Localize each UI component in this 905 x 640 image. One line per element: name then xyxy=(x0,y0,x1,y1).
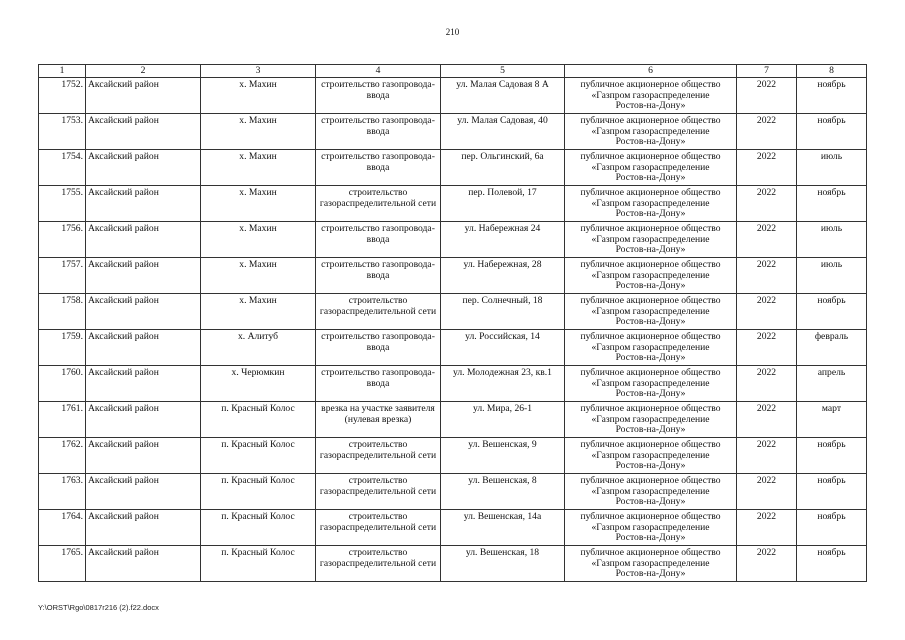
settlement-cell: х. Махин xyxy=(201,78,316,114)
district-cell: Аксайский район xyxy=(86,294,201,330)
settlement-cell: п. Красный Колос xyxy=(201,438,316,474)
organization-cell xyxy=(565,294,737,330)
address-cell: ул. Набережная, 28 xyxy=(441,258,565,294)
table-row xyxy=(39,474,867,510)
settlement-cell: п. Красный Колос xyxy=(201,510,316,546)
table-row xyxy=(39,186,867,222)
organization-line: Ростов-на-Дону» xyxy=(615,100,686,112)
organization-line: Ростов-на-Дону» xyxy=(615,388,686,400)
organization-line: «Газпром газораспределение xyxy=(591,233,710,245)
organization-line: публичное акционерное общество xyxy=(580,331,721,342)
year-cell: 2022 xyxy=(737,330,797,366)
organization-line: Ростов-на-Дону» xyxy=(615,460,686,472)
address-cell: ул. Молодежная 23, кв.1 xyxy=(441,366,565,402)
district-cell: Аксайский район xyxy=(86,474,201,510)
organization-cell xyxy=(565,114,737,150)
column-header-8: 8 xyxy=(797,65,867,78)
table-row xyxy=(39,150,867,186)
organization-line: публичное акционерное общество xyxy=(580,367,721,378)
work-type-cell: строительство газораспределительной сети xyxy=(316,294,441,330)
district-cell: Аксайский район xyxy=(86,438,201,474)
year-cell: 2022 xyxy=(737,402,797,438)
organization-cell xyxy=(565,402,737,438)
organization-line: «Газпром газораспределение xyxy=(591,557,710,569)
work-type-cell: строительство газораспределительной сети xyxy=(316,546,441,582)
table-row xyxy=(39,438,867,474)
month-cell: ноябрь xyxy=(797,186,867,222)
column-header-6: 6 xyxy=(565,65,737,78)
row-number: 1764. xyxy=(39,510,86,546)
organization-cell xyxy=(565,78,737,114)
work-type-cell: строительство газораспределительной сети xyxy=(316,510,441,546)
organization-line: публичное акционерное общество xyxy=(580,295,721,306)
address-cell: ул. Набережная 24 xyxy=(441,222,565,258)
column-header-7: 7 xyxy=(737,65,797,78)
organization-line: Ростов-на-Дону» xyxy=(615,568,686,580)
organization-line: Ростов-на-Дону» xyxy=(615,352,686,364)
address-cell: ул. Малая Садовая 8 А xyxy=(441,78,565,114)
row-number: 1758. xyxy=(39,294,86,330)
organization-cell xyxy=(565,150,737,186)
table-header xyxy=(39,65,867,78)
organization-line: «Газпром газораспределение xyxy=(591,89,710,101)
organization-line: публичное акционерное общество xyxy=(580,403,721,414)
organization-line: публичное акционерное общество xyxy=(580,259,721,270)
table-row xyxy=(39,546,867,582)
registry-table xyxy=(38,64,867,582)
organization-line: публичное акционерное общество xyxy=(580,223,721,234)
work-type-cell: строительство газораспределительной сети xyxy=(316,474,441,510)
organization-cell xyxy=(565,510,737,546)
row-number: 1754. xyxy=(39,150,86,186)
month-cell: ноябрь xyxy=(797,510,867,546)
table-row xyxy=(39,510,867,546)
year-cell: 2022 xyxy=(737,366,797,402)
organization-line: публичное акционерное общество xyxy=(580,115,721,126)
address-cell: ул. Малая Садовая, 40 xyxy=(441,114,565,150)
table-row xyxy=(39,402,867,438)
table-row xyxy=(39,258,867,294)
organization-line: «Газпром газораспределение xyxy=(591,269,710,281)
header-row xyxy=(39,65,867,78)
settlement-cell: х. Алитуб xyxy=(201,330,316,366)
address-cell: ул. Вешенская, 9 xyxy=(441,438,565,474)
work-type-cell: врезка на участке заявителя (нулевая врезка) xyxy=(316,402,441,438)
organization-line: Ростов-на-Дону» xyxy=(615,280,686,292)
address-cell: ул. Мира, 26-1 xyxy=(441,402,565,438)
organization-line: «Газпром газораспределение xyxy=(591,305,710,317)
row-number: 1762. xyxy=(39,438,86,474)
month-cell: июль xyxy=(797,222,867,258)
organization-cell xyxy=(565,330,737,366)
settlement-cell: п. Красный Колос xyxy=(201,402,316,438)
year-cell: 2022 xyxy=(737,114,797,150)
address-cell: ул. Вешенская, 8 xyxy=(441,474,565,510)
organization-line: «Газпром газораспределение xyxy=(591,485,710,497)
organization-line: «Газпром газораспределение xyxy=(591,125,710,137)
work-type-cell: строительство газопровода-ввода xyxy=(316,78,441,114)
organization-line: Ростов-на-Дону» xyxy=(615,172,686,184)
organization-line: «Газпром газораспределение xyxy=(591,449,710,461)
address-cell: пер. Полевой, 17 xyxy=(441,186,565,222)
table-body xyxy=(39,78,867,582)
district-cell: Аксайский район xyxy=(86,330,201,366)
address-cell: ул. Вешенская, 18 xyxy=(441,546,565,582)
table-row xyxy=(39,366,867,402)
year-cell: 2022 xyxy=(737,222,797,258)
district-cell: Аксайский район xyxy=(86,150,201,186)
district-cell: Аксайский район xyxy=(86,510,201,546)
district-cell: Аксайский район xyxy=(86,114,201,150)
settlement-cell: х. Махин xyxy=(201,114,316,150)
work-type-cell: строительство газопровода-ввода xyxy=(316,222,441,258)
table-row xyxy=(39,330,867,366)
district-cell: Аксайский район xyxy=(86,222,201,258)
year-cell: 2022 xyxy=(737,510,797,546)
settlement-cell: х. Черюмкин xyxy=(201,366,316,402)
organization-line: публичное акционерное общество xyxy=(580,187,721,198)
settlement-cell: п. Красный Колос xyxy=(201,474,316,510)
month-cell: ноябрь xyxy=(797,546,867,582)
settlement-cell: х. Махин xyxy=(201,294,316,330)
month-cell: июль xyxy=(797,258,867,294)
organization-line: «Газпром газораспределение xyxy=(591,521,710,533)
settlement-cell: х. Махин xyxy=(201,186,316,222)
row-number: 1763. xyxy=(39,474,86,510)
month-cell: ноябрь xyxy=(797,294,867,330)
organization-line: Ростов-на-Дону» xyxy=(615,244,686,256)
organization-line: «Газпром газораспределение xyxy=(591,413,710,425)
organization-line: Ростов-на-Дону» xyxy=(615,208,686,220)
row-number: 1760. xyxy=(39,366,86,402)
row-number: 1755. xyxy=(39,186,86,222)
organization-cell xyxy=(565,222,737,258)
column-header-3: 3 xyxy=(201,65,316,78)
month-cell: ноябрь xyxy=(797,438,867,474)
district-cell: Аксайский район xyxy=(86,78,201,114)
month-cell: ноябрь xyxy=(797,474,867,510)
district-cell: Аксайский район xyxy=(86,366,201,402)
organization-cell xyxy=(565,258,737,294)
organization-line: Ростов-на-Дону» xyxy=(615,316,686,328)
work-type-cell: строительство газораспределительной сети xyxy=(316,186,441,222)
organization-cell xyxy=(565,438,737,474)
row-number: 1752. xyxy=(39,78,86,114)
month-cell: ноябрь xyxy=(797,78,867,114)
month-cell: март xyxy=(797,402,867,438)
organization-line: публичное акционерное общество xyxy=(580,79,721,90)
organization-line: Ростов-на-Дону» xyxy=(615,424,686,436)
organization-line: публичное акционерное общество xyxy=(580,151,721,162)
organization-cell xyxy=(565,366,737,402)
organization-line: публичное акционерное общество xyxy=(580,439,721,450)
page-number: 210 xyxy=(445,27,460,37)
row-number: 1753. xyxy=(39,114,86,150)
work-type-cell: строительство газопровода-ввода xyxy=(316,258,441,294)
month-cell: февраль xyxy=(797,330,867,366)
month-cell: апрель xyxy=(797,366,867,402)
organization-cell xyxy=(565,474,737,510)
file-path-footer: Y:\ORST\Rgo\0817r216 (2).f22.docx xyxy=(38,603,159,612)
row-number: 1759. xyxy=(39,330,86,366)
month-cell: июль xyxy=(797,150,867,186)
table-row xyxy=(39,114,867,150)
address-cell: ул. Вешенская, 14а xyxy=(441,510,565,546)
year-cell: 2022 xyxy=(737,294,797,330)
settlement-cell: х. Махин xyxy=(201,150,316,186)
organization-cell xyxy=(565,546,737,582)
organization-line: публичное акционерное общество xyxy=(580,475,721,486)
organization-line: «Газпром газораспределение xyxy=(591,377,710,389)
row-number: 1757. xyxy=(39,258,86,294)
organization-line: «Газпром газораспределение xyxy=(591,197,710,209)
year-cell: 2022 xyxy=(737,474,797,510)
address-cell: ул. Российская, 14 xyxy=(441,330,565,366)
organization-cell xyxy=(565,186,737,222)
organization-line: публичное акционерное общество xyxy=(580,511,721,522)
year-cell: 2022 xyxy=(737,258,797,294)
organization-line: Ростов-на-Дону» xyxy=(615,532,686,544)
district-cell: Аксайский район xyxy=(86,546,201,582)
settlement-cell: п. Красный Колос xyxy=(201,546,316,582)
year-cell: 2022 xyxy=(737,186,797,222)
row-number: 1756. xyxy=(39,222,86,258)
table-row xyxy=(39,294,867,330)
organization-line: публичное акционерное общество xyxy=(580,547,721,558)
column-header-4: 4 xyxy=(316,65,441,78)
district-cell: Аксайский район xyxy=(86,402,201,438)
year-cell: 2022 xyxy=(737,78,797,114)
organization-line: «Газпром газораспределение xyxy=(591,161,710,173)
work-type-cell: строительство газораспределительной сети xyxy=(316,438,441,474)
address-cell: пер. Ольгинский, 6а xyxy=(441,150,565,186)
row-number: 1765. xyxy=(39,546,86,582)
organization-line: Ростов-на-Дону» xyxy=(615,496,686,508)
year-cell: 2022 xyxy=(737,438,797,474)
settlement-cell: х. Махин xyxy=(201,222,316,258)
month-cell: ноябрь xyxy=(797,114,867,150)
work-type-cell: строительство газопровода-ввода xyxy=(316,114,441,150)
organization-line: «Газпром газораспределение xyxy=(591,341,710,353)
row-number: 1761. xyxy=(39,402,86,438)
work-type-cell: строительство газопровода-ввода xyxy=(316,366,441,402)
year-cell: 2022 xyxy=(737,546,797,582)
settlement-cell: х. Махин xyxy=(201,258,316,294)
column-header-5: 5 xyxy=(441,65,565,78)
district-cell: Аксайский район xyxy=(86,258,201,294)
district-cell: Аксайский район xyxy=(86,186,201,222)
column-header-2: 2 xyxy=(86,65,201,78)
column-header-1: 1 xyxy=(39,65,86,78)
table-row xyxy=(39,222,867,258)
work-type-cell: строительство газопровода-ввода xyxy=(316,330,441,366)
address-cell: пер. Солнечный, 18 xyxy=(441,294,565,330)
year-cell: 2022 xyxy=(737,150,797,186)
table-row xyxy=(39,78,867,114)
work-type-cell: строительство газопровода-ввода xyxy=(316,150,441,186)
organization-line: Ростов-на-Дону» xyxy=(615,136,686,148)
